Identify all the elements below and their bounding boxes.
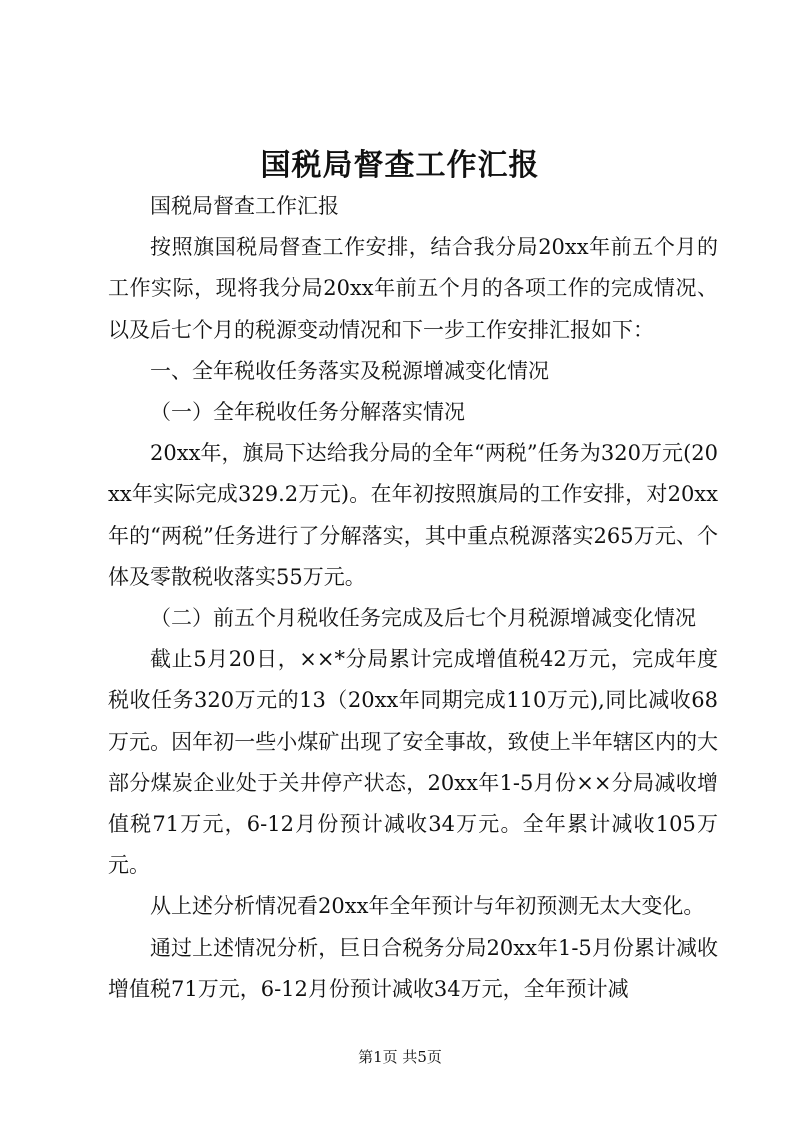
page-number-footer: 第1页 共5页 [358,1048,442,1066]
document-body [108,186,718,1010]
paragraph-conclusion: 通过上述情况分析，巨日合税务分局20xx年1-5月份累计减收增值税71万元，6-12月份预计减收34万元，全年预计减 [108,935,718,1001]
paragraph-progress: 截止5月20日，××*分局累计完成增值税42万元，完成年度税收任务320万元的13（20xx年同期完成110万元),同比减收68万元。因年初一些小煤矿出现了安全事故，致使上半年辖区内的大部分煤炭企业处于关井停产状态，20xx年1-5月份××分局减收增值税71万元，6-12月份预计减收34万元。全年累计减收105万元。 [108,647,718,878]
subsection-heading-2: （二）前五个月税收任务完成及后七个月税源增减变化情况 [150,606,696,631]
subsection-heading-1: （一）全年税收任务分解落实情况 [150,400,465,425]
document-title: 国税局督查工作汇报 [260,148,540,183]
section-heading-1: 一、全年税收任务落实及税源增减变化情况 [150,358,549,383]
paragraph-task-allocation: 20xx年，旗局下达给我分局的全年“两税”任务为320万元(20xx年实际完成329.2万元)。在年初按照旗局的工作安排，对20xx年的“两税”任务进行了分解落实，其中重点税源落实265万元、个体及零散税收落实55万元。 [108,441,718,589]
paragraph-subtitle: 国税局督查工作汇报 [150,194,339,218]
paragraph-intro: 按照旗国税局督查工作安排，结合我分局20xx年前五个月的工作实际，现将我分局20xx年前五个月的各项工作的完成情况、以及后七个月的税源变动情况和下一步工作安排汇报如下： [108,235,718,342]
paragraph-analysis: 从上述分析情况看20xx年全年预计与年初预测无太大变化。 [150,894,705,919]
